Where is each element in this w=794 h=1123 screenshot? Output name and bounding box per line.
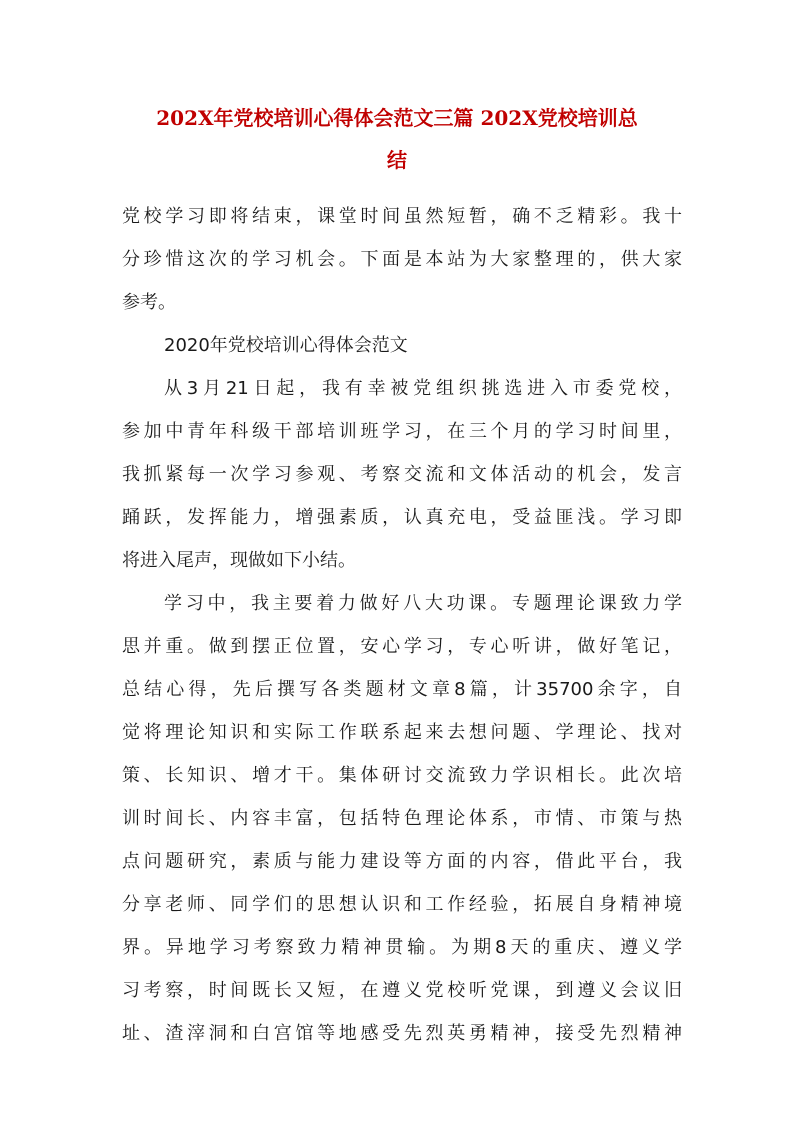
body-line-10: 学习中，我主要着力做好八大功课。专题理论课致力学 xyxy=(164,593,682,614)
body-line-6: 参加中青年科级干部培训班学习，在三个月的学习时间里， xyxy=(122,421,682,442)
body-line-3: 参考。 xyxy=(122,292,176,313)
body-line-5: 从3月21日起，我有幸被党组织挑选进入市委党校， xyxy=(164,378,682,399)
body-line-14: 策、长知识、增才干。集体研讨交流致力学识相长。此次培 xyxy=(122,765,682,786)
document-title-line-1: 202X年党校培训心得体会范文三篇 202X党校培训总 xyxy=(156,106,638,130)
body-line-20: 址、渣滓洞和白宫馆等地感受先烈英勇精神，接受先烈精神 xyxy=(122,1023,682,1044)
document-title-line-2: 结 xyxy=(387,148,407,172)
body-line-7: 我抓紧每一次学习参观、考察交流和文体活动的机会，发言 xyxy=(122,464,682,485)
body-line-17: 分享老师、同学们的思想认识和工作经验，拓展自身精神境 xyxy=(122,894,682,915)
section-heading: 2020年党校培训心得体会范文 xyxy=(164,335,408,356)
body-line-8: 踊跃，发挥能力，增强素质，认真充电，受益匪浅。学习即 xyxy=(122,507,682,528)
body-line-13: 觉将理论知识和实际工作联系起来去想问题、学理论、找对 xyxy=(122,722,682,743)
body-line-19: 习考察，时间既长又短，在遵义党校听党课，到遵义会议旧 xyxy=(122,980,682,1001)
body-line-15: 训时间长、内容丰富，包括特色理论体系，市情、市策与热 xyxy=(122,808,682,829)
body-line-12: 总结心得，先后撰写各类题材文章8篇，计35700余字，自 xyxy=(122,679,682,700)
body-line-16: 点问题研究，素质与能力建设等方面的内容，借此平台，我 xyxy=(122,851,682,872)
body-line-11: 思并重。做到摆正位置，安心学习，专心听讲，做好笔记， xyxy=(122,636,682,657)
body-line-1: 党校学习即将结束，课堂时间虽然短暂，确不乏精彩。我十 xyxy=(122,206,682,227)
body-line-9: 将进入尾声，现做如下小结。 xyxy=(122,550,356,571)
body-line-2: 分珍惜这次的学习机会。下面是本站为大家整理的，供大家 xyxy=(122,249,682,270)
body-line-18: 界。异地学习考察致力精神贯输。为期8天的重庆、遵义学 xyxy=(122,937,682,958)
